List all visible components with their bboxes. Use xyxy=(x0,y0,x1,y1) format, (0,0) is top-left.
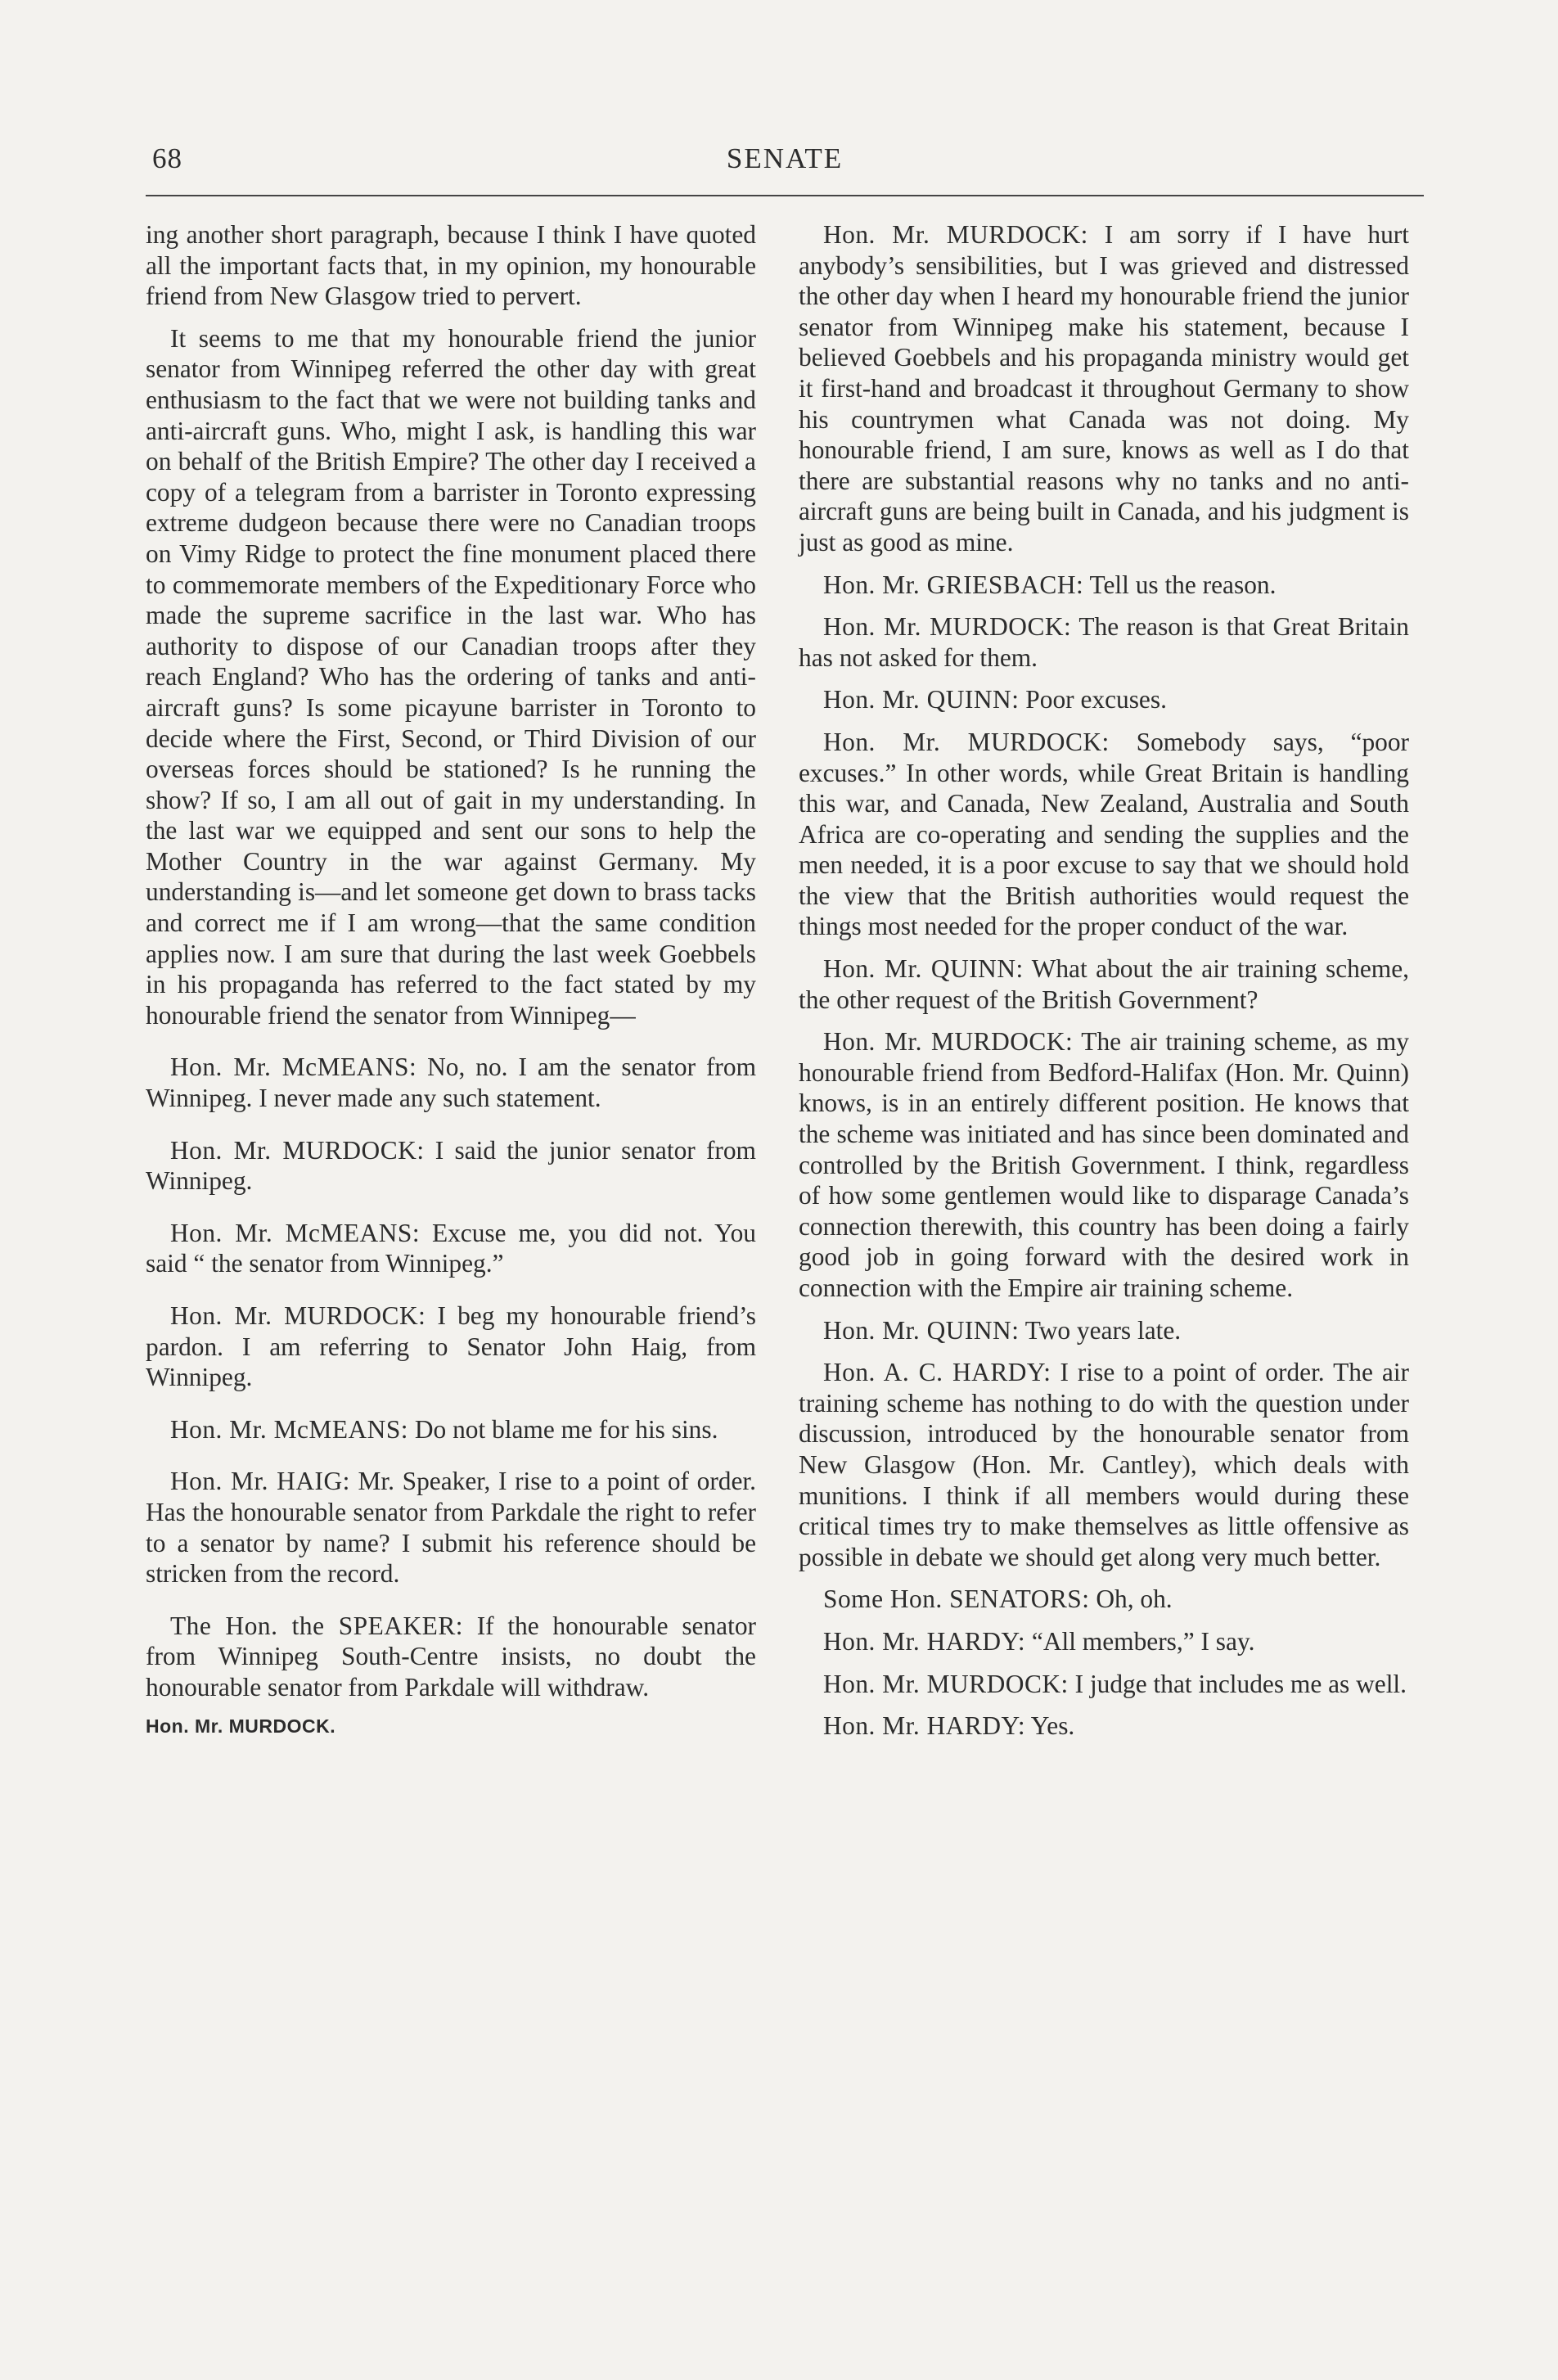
speaker: The Hon. the SPEAKER: xyxy=(170,1611,463,1640)
speaker: Hon. Mr. McMEANS: xyxy=(170,1414,409,1444)
speech-text: No, no. I am the senator from Winnipeg. I never made any such statement. xyxy=(146,1053,756,1113)
speech xyxy=(799,1711,1409,1742)
speech xyxy=(799,1626,1409,1657)
speech-text: I judge that includes me as well. xyxy=(1074,1669,1407,1698)
speaker: Hon. Mr. MURDOCK: xyxy=(823,220,1088,249)
speech xyxy=(146,1218,756,1279)
speech xyxy=(799,219,1409,558)
speech xyxy=(799,1584,1409,1615)
speech-text: Two years late. xyxy=(1024,1315,1182,1345)
speaker: Hon. Mr. QUINN: xyxy=(823,1315,1020,1345)
left-column xyxy=(146,219,756,1742)
speaker: Hon. Mr. QUINN: xyxy=(823,685,1020,714)
speech-text: Mr. Speaker, I rise to a point of order. Has the honourable senator from Parkdale the right to refer to a senator by name? I submit his reference should be stricken from the record. xyxy=(146,1467,756,1589)
paragraph xyxy=(146,219,756,312)
speech xyxy=(799,1357,1409,1572)
speech-text: The reason is that Great Britain has not asked for them. xyxy=(799,612,1409,672)
speech-text: If the honourable senator from Winnipeg South-Centre insists, no doubt the honourable senator from Parkdale will withdraw. xyxy=(146,1611,756,1702)
paragraph xyxy=(146,323,756,1031)
speech-text: Yes. xyxy=(1030,1711,1075,1741)
speech xyxy=(146,1466,756,1589)
speaker: Hon. Mr. GRIESBACH: xyxy=(823,570,1084,599)
speech xyxy=(799,727,1409,942)
speaker: Some Hon. SENATORS: xyxy=(823,1584,1090,1614)
speech-text: “All members,” I say. xyxy=(1031,1626,1255,1656)
speech xyxy=(799,684,1409,715)
page-header xyxy=(146,137,1424,195)
speaker: Hon. Mr. MURDOCK: xyxy=(823,727,1110,756)
speech-text: Excuse me, you did not. You said “ the senator from Winnipeg.” xyxy=(146,1218,756,1278)
speaker: Hon. Mr. MURDOCK: xyxy=(823,612,1072,642)
speech xyxy=(799,570,1409,601)
speech-text: The air training scheme, as my honourable friend from Bedford-Halifax (Hon. Mr. Quinn) knows, is in an entirely different position. He knows that the scheme was initiated and has since been dominated and controlled by the British Government. I think, regardless of how some gentlemen would like to disparage Canada’s connection therewith, this country has been doing a fairly good job in going forward with the desired work in connection with the Empire air training scheme. xyxy=(799,1027,1409,1302)
speaker: Hon. A. C. HARDY: xyxy=(823,1358,1051,1387)
page-number: 68 xyxy=(152,142,182,174)
footer-speaker-tag: Hon. Mr. MURDOCK. xyxy=(146,1715,336,1737)
speaker: Hon. Mr. HARDY: xyxy=(823,1626,1026,1656)
speech-text: Oh, oh. xyxy=(1096,1584,1173,1614)
speech-text: Somebody says, “poor excuses.” In other words, while Great Britain is handling this war, and Canada, New Zealand, Australia and South Africa are co-operating and sending the supplies and the men needed, it is a poor excuse to say that we should hold the view that the British authorities would request the things most needed for the proper conduct of the war. xyxy=(799,727,1409,941)
header-rule xyxy=(146,195,1424,196)
speech-text: I beg my honourable friend’s pardon. I am referring to Senator John Haig, from Winnipeg. xyxy=(146,1301,756,1392)
speaker: Hon. Mr. MURDOCK: xyxy=(823,1669,1069,1698)
speaker: Hon. Mr. McMEANS: xyxy=(170,1218,421,1247)
speech xyxy=(799,611,1409,673)
speech xyxy=(146,1611,756,1703)
speech xyxy=(146,1135,756,1197)
running-head: SENATE xyxy=(726,142,844,174)
speech-text: Do not blame me for his sins. xyxy=(414,1414,718,1444)
speech xyxy=(799,953,1409,1015)
speaker: Hon. Mr. HAIG: xyxy=(170,1467,350,1496)
paragraph-text: ing another short paragraph, because I think I have quoted all the important facts that, in my opinion, my honourable friend from New Glasgow tried to pervert. xyxy=(146,220,756,311)
speech-text: I rise to a point of order. The air training scheme has nothing to do with the question under discussion, introduced by the honourable senator from New Glasgow (Hon. Mr. Cantley), which deals with munitions. I think if all members would during these critical times try to make themselves as little offensive as possible in debate we should get along very much better. xyxy=(799,1358,1409,1571)
speech-text: I am sorry if I have hurt anybody’s sensibilities, but I was grieved and distressed the other day when I heard my honourable friend the junior senator from Winnipeg make his statement, because I believed Goebbels and his propaganda ministry would get it first-hand and broadcast it throughout Germany to show his countrymen what Canada was not doing. My honourable friend, I am sure, knows as well as I do that there are substantial reasons why no tanks and no anti-aircraft guns are being built in Canada, and his judgment is just as good as mine. xyxy=(799,220,1409,557)
speaker: Hon. Mr. MURDOCK: xyxy=(170,1301,426,1330)
speech-text: I said the junior senator from Winnipeg. xyxy=(146,1135,756,1196)
speaker: Hon. Mr. QUINN: xyxy=(823,954,1024,984)
speech-text: What about the air training scheme, the other request of the British Government? xyxy=(799,954,1409,1014)
speech xyxy=(799,1315,1409,1346)
speaker: Hon. Mr. MURDOCK: xyxy=(823,1027,1074,1057)
speech xyxy=(146,1300,756,1393)
speech xyxy=(799,1669,1409,1700)
speech-text: Poor excuses. xyxy=(1025,685,1167,714)
speech-text: Tell us the reason. xyxy=(1089,570,1277,599)
speaker: Hon. Mr. McMEANS: xyxy=(170,1053,417,1082)
speech xyxy=(799,1026,1409,1303)
speech xyxy=(146,1052,756,1113)
right-column xyxy=(799,219,1409,1753)
speaker: Hon. Mr. HARDY: xyxy=(823,1711,1026,1741)
speech xyxy=(146,1414,756,1445)
paragraph-text: It seems to me that my honourable friend the junior senator from Winnipeg referred the other day with great enthusiasm to the fact that we were not building tanks and anti-aircraft guns. Who, might I ask, is handling this war on behalf of the British Empire? The other day I received a copy of a telegram from a barrister in Toronto expressing extreme dudgeon because there were no Canadian troops on Vimy Ridge to protect the fine monument placed there to commemorate members of the Expeditionary Force who made the supreme sacrifice in the last war. Who has authority to dispose of our Canadian troops after they reach England? Who has the ordering of tanks and anti-aircraft guns? Is some picayune barrister in Toronto to decide where the First, Second, or Third Division of our overseas forces should be stationed? Is he running the show? If so, I am all out of gait in my understanding. In the last war we equipped and sent our sons to help the Mother Country in the war against Germany. My understanding is—and let someone get down to brass tacks and correct me if I am wrong—that the same condition applies now. I am sure that during the last week Goebbels in his propaganda has referred to the fact stated by my honourable friend the senator from Winnipeg— xyxy=(146,323,756,1030)
speaker: Hon. Mr. MURDOCK: xyxy=(170,1135,425,1165)
